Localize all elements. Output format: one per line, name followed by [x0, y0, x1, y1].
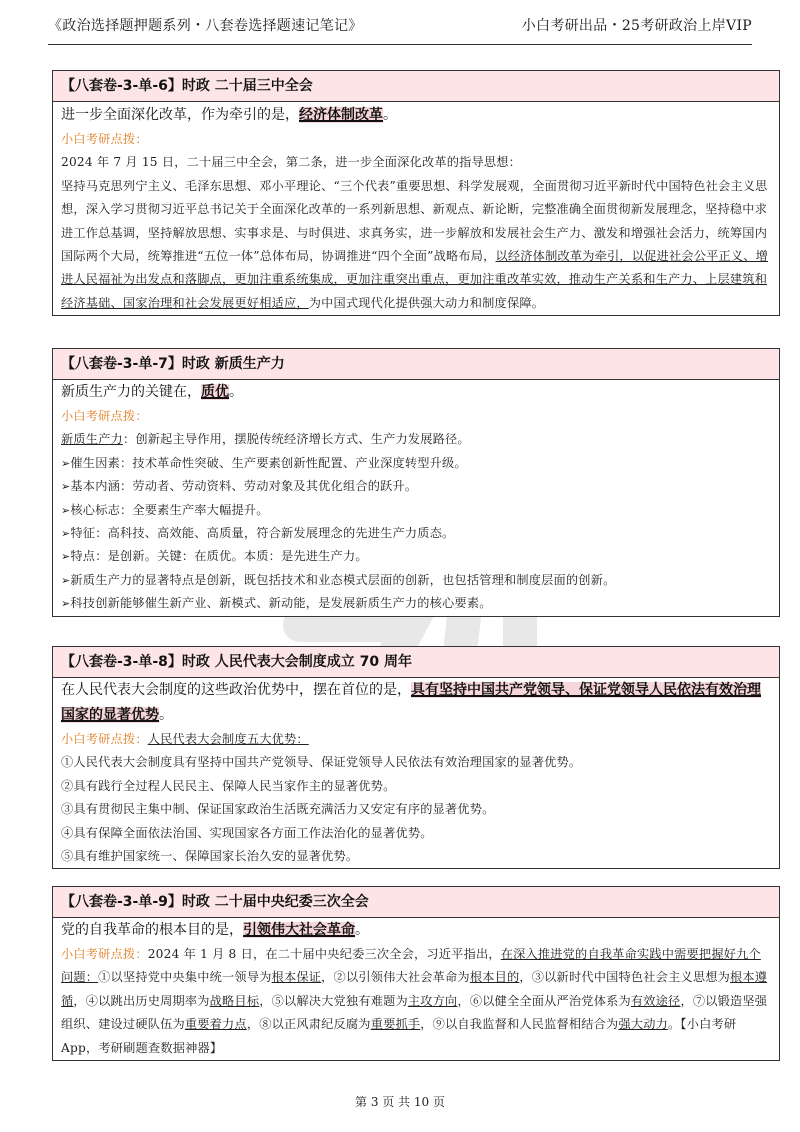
- list-item: ①人民代表大会制度具有坚持中国共产党领导、保证党领导人民依法有效治理国家的显著优势。: [61, 755, 582, 770]
- list-item: ③具有贯彻民主集中制、保证国家政治生活既充满活力又安定有序的显著优势。: [61, 802, 495, 817]
- explanation-paragraph: 小白考研点拨：2024 年 1 月 8 日，在二十届中央纪委三次全会，习近平指出，在深入推进党的自我革命实践中需要把握好九个问题：①以坚持党中央集中统一领导为根本保证，②以引领伟大社会革命为根本目的，③以新时代中国特色社会主义思想为根本遵循，④以跳出历史周期率为战略目标，⑤以解决大党独有难题为主攻方向，⑥以健全全面从严治党体系为有效途径，⑦以锻造坚强组织、建设过硬队伍为重要着力点，⑧以正风肃纪反腐为重要抓手，⑨以自我监督和人民监督相结合为强大动力。【小白考研 App，考研刷题查数据神器】: [61, 947, 768, 1055]
- question-text: 新质生产力的关键在，质优。: [61, 384, 243, 400]
- card-title: 【八套卷-3-单-6】时政 二十届三中全会: [53, 71, 779, 102]
- list-item: ②具有践行全过程人民民主、保障人民当家作主的显著优势。: [61, 778, 396, 793]
- page-number: 第 3 页 共 10 页: [355, 1095, 445, 1109]
- question-text: 党的自我革命的根本目的是，引领伟大社会革命。: [61, 922, 369, 938]
- question-text: 进一步全面深化改革，作为牵引的是，经济体制改革。: [61, 107, 397, 123]
- bullet-item: ➢特征：高科技、高效能、高质量，符合新发展理念的先进生产力质态。: [61, 526, 455, 541]
- explanation: [53, 128, 779, 315]
- explanation-intro: 新质生产力：创新起主导作用，摆脱传统经济增长方式、生产力发展路径。: [61, 432, 470, 447]
- question-card-7: [52, 348, 780, 617]
- header-publisher: 小白考研出品・25考研政治上岸VIP: [521, 18, 752, 34]
- list-item: ⑤具有维护国家统一、保障国家长治久安的显著优势。: [61, 849, 359, 864]
- list-item: ④具有保障全面依法治国、实现国家各方面工作法治化的显著优势。: [61, 825, 433, 840]
- bullet-item: ➢基本内涵：劳动者、劳动资料、劳动对象及其优化组合的跃升。: [61, 479, 418, 494]
- explanation: [53, 405, 779, 616]
- bullet-item: ➢科技创新能够催生新产业、新模式、新动能，是发展新质生产力的核心要素。: [61, 596, 492, 611]
- question-card-9: [52, 886, 780, 1061]
- explanation: [53, 728, 779, 868]
- page-header: [48, 0, 752, 45]
- hint-line: 小白考研点拨：人民代表大会制度五大优势：: [61, 732, 309, 746]
- header-series-title: 《政治选择题押题系列・八套卷选择题速记笔记》: [48, 18, 363, 34]
- answer-highlight: 具有坚持中国共产党领导、保证党领导人民依法有效治理国家的显著优势: [61, 682, 761, 723]
- question-text: 在人民代表大会制度的这些政治优势中，摆在首位的是，具有坚持中国共产党领导、保证党领导人民依法有效治理国家的显著优势。: [61, 682, 761, 723]
- bullet-item: ➢特点：是创新。关键：在质优。本质：是先进生产力。: [61, 549, 368, 564]
- bullet-item: ➢新质生产力的显著特点是创新，既包括技术和业态模式层面的创新，也包括管理和制度层面的创新。: [61, 572, 616, 587]
- card-title: 【八套卷-3-单-7】时政 新质生产力: [53, 349, 779, 380]
- answer-highlight: 引领伟大社会革命: [243, 922, 355, 938]
- bullet-item: ➢核心标志：全要素生产率大幅提升。: [61, 502, 269, 517]
- card-title: 【八套卷-3-单-9】时政 二十届中央纪委三次全会: [53, 887, 779, 918]
- hint-label: 小白考研点拨：: [61, 409, 148, 423]
- card-title: 【八套卷-3-单-8】时政 人民代表大会制度成立 70 周年: [53, 647, 779, 678]
- question-card-6: [52, 70, 780, 316]
- bullet-item: ➢催生因素：技术革命性突破、生产要素创新性配置、产业深度转型升级。: [61, 455, 467, 470]
- explanation-date: 2024 年 7 月 15 日，二十届三中全会，第二条，进一步全面深化改革的指导思想：: [61, 155, 522, 170]
- hint-label: 小白考研点拨：: [61, 132, 148, 146]
- answer-highlight: 经济体制改革: [299, 107, 383, 123]
- explanation: [53, 943, 779, 1060]
- explanation-paragraph: 坚持马克思列宁主义、毛泽东思想、邓小平理论、“三个代表”重要思想、科学发展观，全面贯彻习近平新时代中国特色社会主义思想，深入学习贯彻习近平总书记关于全面深化改革的一系列新思想、新观点、新论断，完整准确全面贯彻新发展理念，坚持稳中求进工作总基调，坚持解放思想、实事求是、与时俱进、求真务实，进一步解放和发展社会生产力、激发和增强社会活力，统筹国内国际两个大局，统筹推进“五位一体”总体布局，协调推进“四个全面”战略布局，以经济体制改革为牵引，以促进社会公平正义、增进人民福祉为出发点和落脚点，更加注重系统集成，更加注重突出重点，更加注重改革实效，推动生产关系和生产力、上层建筑和经济基础、国家治理和社会发展更好相适应，为中国式现代化提供强大动力和制度保障。: [61, 178, 769, 310]
- question-card-8: [52, 646, 780, 869]
- answer-highlight: 质优: [201, 384, 229, 400]
